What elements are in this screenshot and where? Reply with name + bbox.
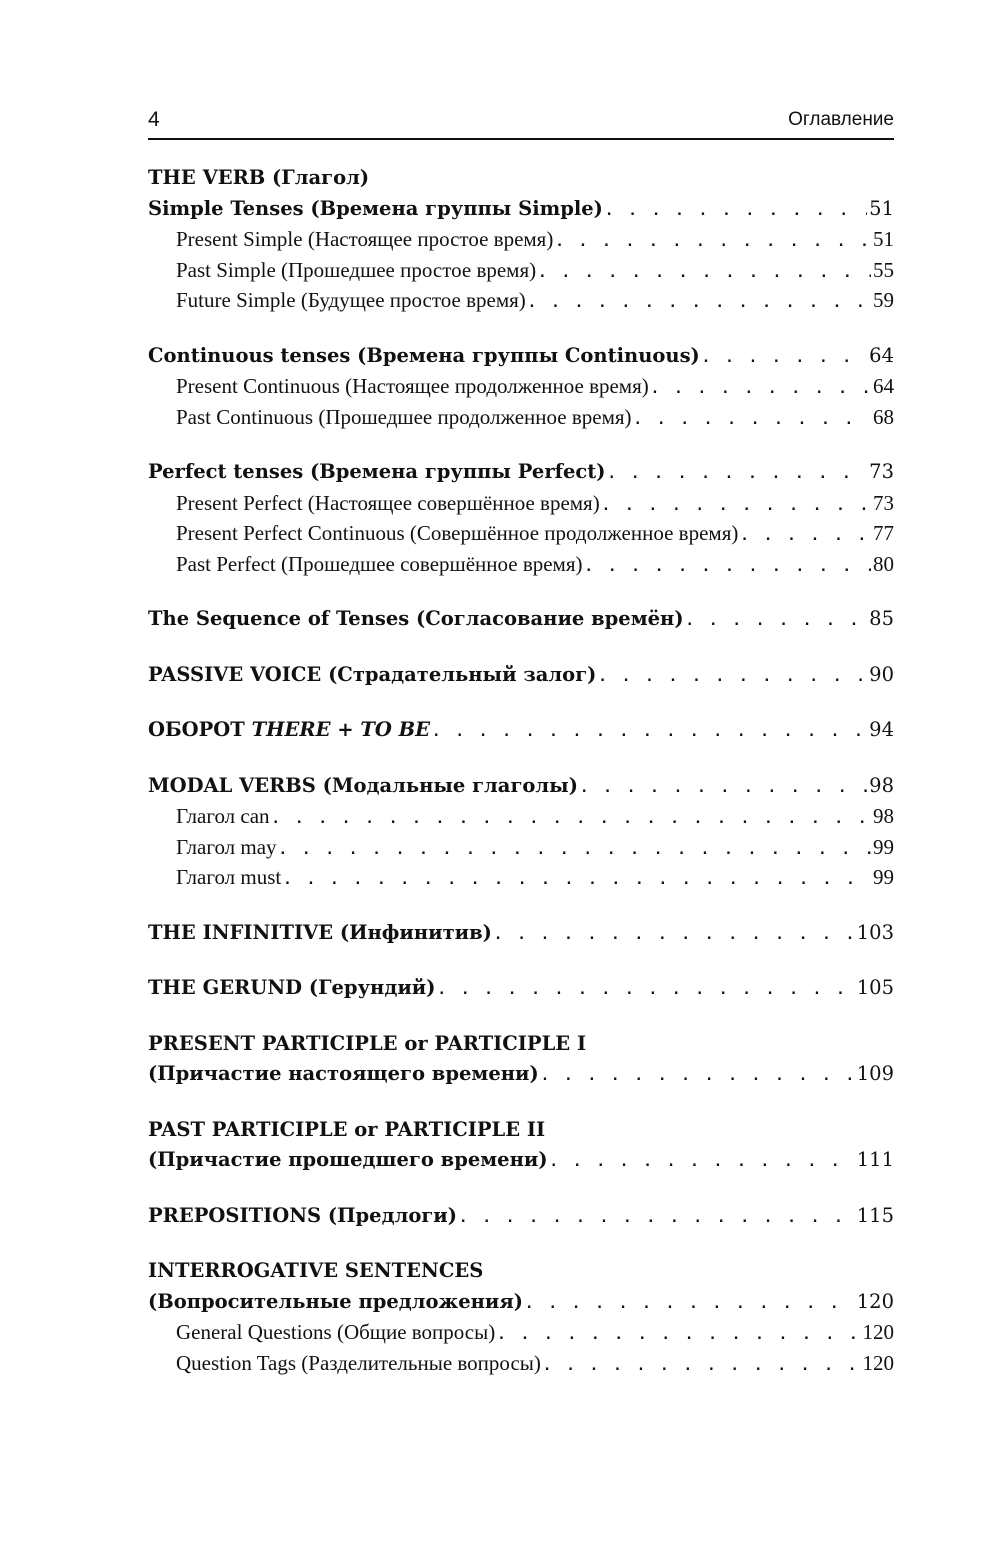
toc-entry-title: [148, 194, 603, 225]
toc-entry-title: [176, 285, 526, 316]
toc-entry-title-text: Present Continuous (Настоящее продолженное время): [176, 374, 649, 398]
toc-entry-page: 94: [869, 718, 894, 741]
toc-section-entry[interactable]: [148, 163, 894, 194]
toc-entry-page: 85: [869, 607, 894, 630]
toc-entry-title-italic: THERE + TO BE: [251, 718, 431, 741]
dot-leader: [598, 662, 867, 691]
toc-entry-title-text: PRESENT PARTICIPLE or PARTICIPLE I: [148, 1031, 587, 1055]
dot-leader: [602, 491, 871, 519]
toc-entry-title-text: (Причастие прошедшего времени): [148, 1148, 548, 1171]
toc-entry-title-text: MODAL VERBS (Модальные глаголы): [148, 773, 578, 797]
dot-leader: [634, 405, 871, 433]
toc-entry-title: [176, 1317, 495, 1348]
toc-entry-title: [148, 660, 596, 691]
toc-subsection-entry[interactable]: [148, 255, 894, 286]
toc-entry-title-text: (Причастие настоящего времени): [148, 1062, 539, 1085]
toc-subsection-entry[interactable]: [148, 488, 894, 519]
toc-entry-title-text: Глагол must: [176, 865, 282, 889]
running-header: [148, 106, 894, 140]
toc-entry-title: [176, 518, 738, 549]
toc-subsection-entry[interactable]: [148, 549, 894, 580]
toc-entry-page: 111: [856, 1148, 894, 1171]
toc-section-entry[interactable]: [148, 341, 894, 372]
toc-entry-page: 73: [869, 460, 894, 483]
toc-section-entry[interactable]: [148, 918, 894, 949]
toc-entry-title-text: Perfect tenses (Времена группы Perfect): [148, 460, 606, 483]
dot-leader: [541, 1061, 855, 1090]
toc-entry-title: [148, 1256, 483, 1287]
toc-entry-title-text: PAST PARTICIPLE or PARTICIPLE II: [148, 1117, 546, 1141]
toc-entry-title-text: Question Tags (Разделительные вопросы): [176, 1350, 541, 1375]
toc-entry-title: [176, 371, 649, 402]
toc-entry-title: [148, 973, 435, 1004]
toc-entry-title: [176, 801, 270, 832]
toc-entry-title-text: Глагол can: [176, 804, 270, 828]
toc-entry-title-text: INTERROGATIVE SENTENCES: [148, 1259, 484, 1282]
toc-entry-title-text: Present Perfect Continuous (Совершённое продолженное время): [176, 521, 739, 545]
dot-leader: [555, 227, 871, 255]
toc-entry-title: [148, 715, 430, 746]
toc-entry-title-text: ОБОРОТ: [148, 718, 252, 741]
toc-section-entry[interactable]: [148, 1201, 894, 1232]
dot-leader: [543, 1351, 861, 1379]
dot-leader: [651, 374, 871, 402]
toc-entry-title-text: THE VERB (Глагол): [148, 166, 370, 189]
toc-subsection-entry[interactable]: [148, 285, 894, 316]
toc-subsection-entry[interactable]: [148, 371, 894, 402]
toc-entry-title-text: Continuous tenses (Времена группы Continuous): [148, 343, 700, 367]
toc-entry-title-text: THE GERUND (Герундий): [148, 976, 436, 999]
toc-entry-title: [148, 604, 684, 635]
dot-leader: [272, 804, 871, 832]
toc-entry-page: 55: [873, 257, 894, 282]
toc-entry-title-text: Future Simple (Будущее простое время): [176, 288, 526, 312]
toc-entry-title: [148, 1029, 586, 1060]
dot-leader: [538, 258, 871, 286]
toc-subsection-entry[interactable]: [148, 1348, 894, 1379]
toc-section-entry[interactable]: [148, 715, 894, 746]
toc-subsection-entry[interactable]: [148, 862, 894, 893]
toc-section-entry[interactable]: [148, 660, 894, 691]
toc-subsection-entry[interactable]: [148, 518, 894, 549]
dot-leader: [497, 1320, 860, 1348]
toc-entry-page: 90: [869, 662, 894, 686]
dot-leader: [605, 196, 867, 225]
toc-subsection-entry[interactable]: [148, 224, 894, 255]
dot-leader: [528, 288, 871, 316]
toc-entry-page: 73: [873, 490, 894, 515]
dot-leader: [494, 920, 855, 949]
toc-entry-title: [148, 918, 492, 949]
dot-leader: [686, 606, 868, 635]
toc-entry-title-text: Past Perfect (Прошедшее совершённое время): [176, 551, 583, 576]
toc-entry-title: [148, 457, 606, 488]
toc-entry-title: [148, 1201, 457, 1232]
dot-leader: [585, 552, 872, 580]
toc-entry-page: 51: [873, 227, 894, 251]
toc-entry-title-text: PREPOSITIONS (Предлоги): [148, 1203, 457, 1227]
toc-entry-title: [148, 1059, 539, 1090]
toc-entry-title: [176, 255, 536, 286]
table-of-contents: [148, 163, 894, 1378]
toc-section-entry[interactable]: [148, 1145, 894, 1176]
toc-entry-title-text: Simple Tenses (Времена группы Simple): [148, 196, 603, 220]
toc-entry-title-text: Глагол may: [176, 834, 277, 859]
dot-leader: [459, 1203, 855, 1232]
toc-entry-title: [176, 224, 553, 255]
toc-entry-title: [176, 402, 632, 433]
toc-entry-page: 59: [873, 288, 894, 312]
toc-entry-title: [148, 1145, 548, 1176]
toc-subsection-entry[interactable]: [148, 1317, 894, 1348]
toc-subsection-entry[interactable]: [148, 801, 894, 832]
dot-leader: [702, 343, 867, 372]
toc-entry-title: [148, 1287, 523, 1318]
toc-section-entry[interactable]: [148, 1287, 894, 1318]
toc-entry-title: [148, 341, 700, 372]
page-number: 4: [148, 108, 160, 131]
toc-entry-page: 51: [869, 196, 894, 220]
toc-section-entry[interactable]: [148, 1256, 894, 1287]
toc-entry-page: 64: [869, 343, 894, 367]
toc-section-entry[interactable]: [148, 771, 894, 802]
toc-section-entry[interactable]: [148, 1115, 894, 1146]
toc-entry-title: [176, 1348, 541, 1379]
toc-entry-page: 103: [856, 920, 894, 944]
toc-entry-title-text: THE INFINITIVE (Инфинитив): [148, 920, 492, 944]
dot-leader: [550, 1147, 855, 1176]
toc-section-entry[interactable]: [148, 973, 894, 1004]
toc-entry-title: [148, 163, 369, 194]
toc-entry-title-text: The Sequence of Tenses (Согласование времён): [148, 607, 684, 630]
toc-entry-title-text: PASSIVE VOICE (Страдательный залог): [148, 662, 597, 686]
toc-entry-title: [176, 862, 281, 893]
dot-leader: [283, 865, 871, 893]
toc-entry-page: 98: [873, 804, 894, 828]
toc-subsection-entry[interactable]: [148, 402, 894, 433]
toc-entry-page: 99: [873, 834, 894, 859]
toc-entry-title-text: (Вопросительные предложения): [148, 1289, 523, 1313]
toc-entry-page: 109: [856, 1062, 894, 1085]
toc-entry-page: 120: [862, 1350, 894, 1375]
dot-leader: [740, 521, 871, 549]
toc-section-entry[interactable]: [148, 457, 894, 488]
toc-entry-page: 120: [862, 1320, 894, 1344]
toc-entry-page: 99: [873, 865, 894, 889]
toc-entry-page: 120: [856, 1289, 894, 1313]
toc-entry-title-text: General Questions (Общие вопросы): [176, 1320, 496, 1344]
dot-leader: [580, 773, 867, 802]
toc-entry-page: 64: [873, 374, 894, 398]
toc-subsection-entry[interactable]: [148, 832, 894, 863]
toc-entry-title-text: Past Simple (Прошедшее простое время): [176, 257, 537, 282]
toc-entry-page: 77: [873, 521, 894, 545]
toc-entry-page: 98: [869, 773, 894, 797]
dot-leader: [279, 835, 871, 863]
toc-entry-title: [148, 1115, 545, 1146]
toc-section-entry[interactable]: [148, 1029, 894, 1060]
dot-leader: [608, 459, 868, 488]
toc-entry-title: [148, 771, 578, 802]
toc-entry-title-text: Past Continuous (Прошедшее продолженное время): [176, 404, 632, 429]
toc-section-entry[interactable]: [148, 194, 894, 225]
toc-section-entry[interactable]: [148, 604, 894, 635]
toc-entry-title-text: Present Simple (Настоящее простое время): [176, 227, 554, 251]
toc-entry-page: 68: [873, 404, 894, 429]
toc-entry-title: [176, 549, 583, 580]
toc-entry-page: 80: [873, 551, 894, 576]
dot-leader: [437, 975, 854, 1004]
running-title: Оглавление: [788, 109, 894, 130]
toc-entry-title-text: Present Perfect (Настоящее совершённое время): [176, 490, 600, 515]
toc-section-entry[interactable]: [148, 1059, 894, 1090]
dot-leader: [525, 1289, 855, 1318]
toc-entry-title: [176, 832, 277, 863]
toc-entry-page: 115: [856, 1203, 894, 1227]
toc-entry-title: [176, 488, 600, 519]
toc-entry-page: 105: [856, 976, 894, 999]
dot-leader: [432, 717, 867, 746]
